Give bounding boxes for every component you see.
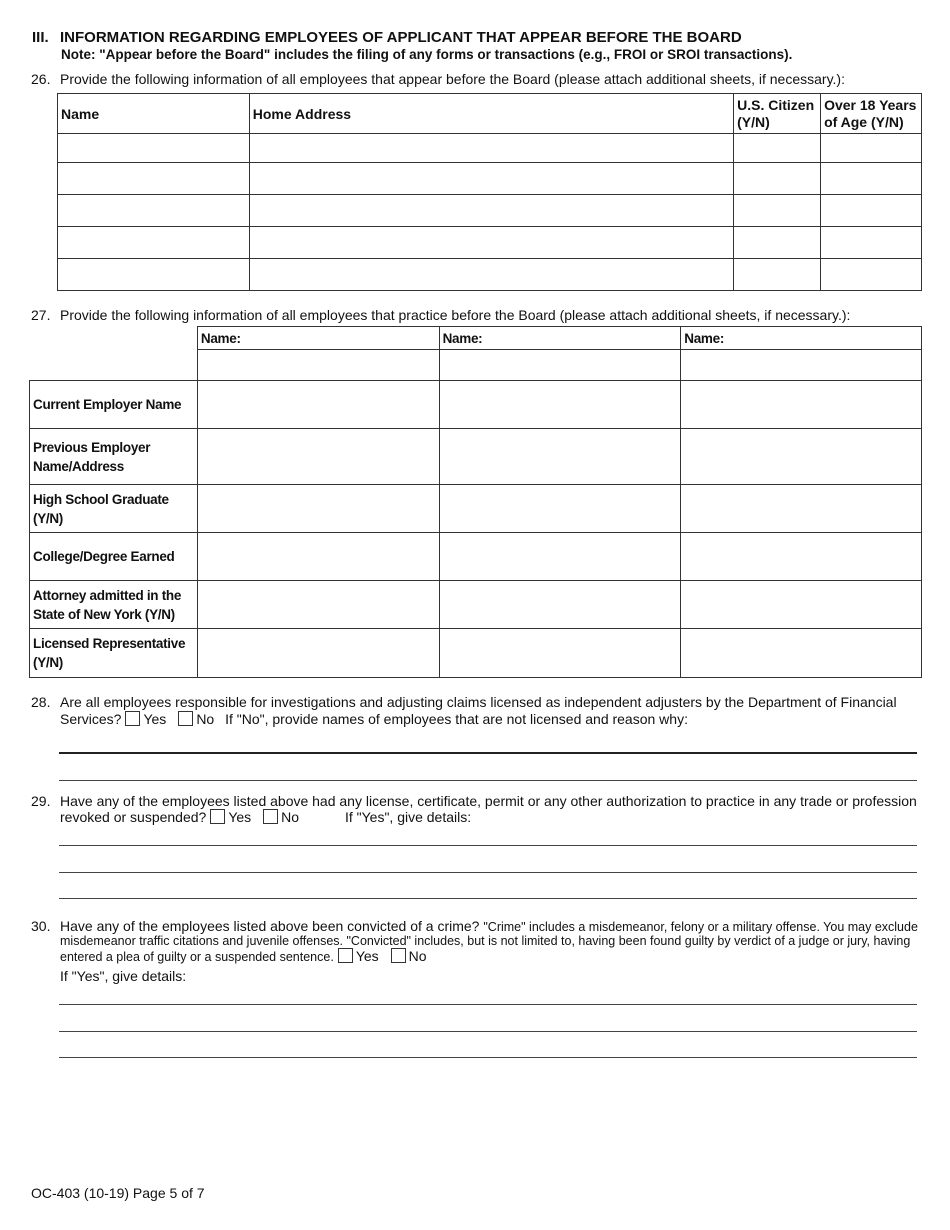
q30-yes-label: Yes [355,948,379,964]
row-label-licensed-rep: Licensed Representative (Y/N) [30,629,198,678]
home-address-field[interactable] [249,134,733,163]
empty-corner [30,350,198,381]
employee-name-field-3[interactable] [681,350,922,381]
employee-name-field-2[interactable] [439,350,681,381]
section-title: INFORMATION REGARDING EMPLOYEES OF APPLICANT THAT APPEAR BEFORE THE BOARD [60,29,742,46]
q30-line1 [60,918,918,934]
q30-details-label: If "Yes", give details: [60,968,187,984]
section-number: III. [32,29,49,46]
high-school-field-2[interactable] [439,485,681,533]
q27-text: Provide the following information of all employees that practice before the Board (please attach additional sheets, if necessary.): [60,307,851,323]
empty-corner [30,327,198,350]
employee-name-field-1[interactable] [197,350,439,381]
q29-answer-line-2[interactable] [59,872,917,873]
q28-yes-label: Yes [143,711,167,727]
q30-definition-line1: "Crime" includes a misdemeanor, felony or a military offense. You may exclude [483,920,918,934]
page-footer: OC-403 (10-19) Page 5 of 7 [31,1185,205,1201]
table-row [58,163,922,195]
licensed-rep-field-2[interactable] [439,629,681,678]
q30-number: 30. [31,918,51,934]
q29-answer-line-3[interactable] [59,898,917,899]
us-citizen-field[interactable] [734,227,821,259]
table-row [30,581,922,629]
previous-employer-field-3[interactable] [681,429,922,485]
high-school-field-3[interactable] [681,485,922,533]
attorney-field-3[interactable] [681,581,922,629]
college-field-3[interactable] [681,533,922,581]
q29-no-label: No [281,809,300,825]
college-field-1[interactable] [197,533,439,581]
row-label-high-school: High School Graduate (Y/N) [30,485,198,533]
licensed-rep-field-3[interactable] [681,629,922,678]
q30-line3 [60,948,427,964]
q29-text-start: revoked or suspended? [60,809,207,825]
q28-answer-line-2[interactable] [59,780,917,781]
q30-answer-line-2[interactable] [59,1031,917,1032]
q28-text-start: Services? [60,711,122,727]
over-18-field[interactable] [821,195,922,227]
over-18-field[interactable] [821,163,922,195]
q30-answer-line-3[interactable] [59,1057,917,1058]
home-address-field[interactable] [249,259,733,291]
over-18-field[interactable] [821,259,922,291]
college-field-2[interactable] [439,533,681,581]
q29-number: 29. [31,793,51,809]
q28-answer-line-1[interactable] [59,752,917,754]
previous-employer-field-2[interactable] [439,429,681,485]
q30-yes-checkbox[interactable] [338,948,353,963]
home-address-field[interactable] [249,195,733,227]
high-school-field-1[interactable] [197,485,439,533]
home-address-field[interactable] [249,163,733,195]
home-address-field[interactable] [249,227,733,259]
table-row [30,485,922,533]
q30-definition-line2: misdemeanor traffic citations and juvenile offenses. "Convicted" includes, but is not limited to, having been found guilty by verdict of a judge or jury, having [60,934,911,948]
us-citizen-field[interactable] [734,195,821,227]
q28-text-line1: Are all employees responsible for investigations and adjusting claims licensed as independent adjusters by the Department of Financial [60,694,897,710]
q30-no-checkbox[interactable] [391,948,406,963]
q29-yes-checkbox[interactable] [210,809,225,824]
name-field[interactable] [58,195,250,227]
table-row [30,429,922,485]
employees-appear-table [57,93,922,291]
name-field[interactable] [58,227,250,259]
q29-no-checkbox[interactable] [263,809,278,824]
q28-text-after: If "No", provide names of employees that are not licensed and reason why: [225,711,688,727]
q29-answer-line-1[interactable] [59,845,917,846]
table-row [30,381,922,429]
q30-no-label: No [408,948,427,964]
current-employer-field-1[interactable] [197,381,439,429]
q30-answer-line-1[interactable] [59,1004,917,1005]
current-employer-field-2[interactable] [439,381,681,429]
q28-number: 28. [31,694,51,710]
table-row [30,629,922,678]
us-citizen-field[interactable] [734,259,821,291]
col-home-address-header: Home Address [249,94,733,134]
row-label-attorney: Attorney admitted in the State of New York (Y/N) [30,581,198,629]
row-label-college: College/Degree Earned [30,533,198,581]
employees-practice-table [29,326,922,678]
over-18-field[interactable] [821,134,922,163]
q28-yes-checkbox[interactable] [125,711,140,726]
col-us-citizen-header: U.S. Citizen (Y/N) [734,94,821,134]
row-label-previous-employer: Previous Employer Name/Address [30,429,198,485]
q29-text-line1: Have any of the employees listed above had any license, certificate, permit or any other authorization to practice in any trade or profession [60,793,917,809]
q26-number: 26. [31,71,51,87]
table-row [30,533,922,581]
employee-name-header-1: Name: [197,327,439,350]
previous-employer-field-1[interactable] [197,429,439,485]
q27-number: 27. [31,307,51,323]
q30-definition-line3: entered a plea of guilty or a suspended sentence. [60,950,334,964]
name-field[interactable] [58,163,250,195]
section-note: Note: "Appear before the Board" includes the filing of any forms or transactions (e.g., FROI or SROI transactions). [61,47,793,62]
q28-no-label: No [196,711,215,727]
name-field[interactable] [58,259,250,291]
q28-line2 [60,711,688,727]
licensed-rep-field-1[interactable] [197,629,439,678]
employee-name-header-3: Name: [681,327,922,350]
q30-question: Have any of the employees listed above been convicted of a crime? [60,918,480,934]
col-over-18-header: Over 18 Years of Age (Y/N) [821,94,922,134]
attorney-field-2[interactable] [439,581,681,629]
us-citizen-field[interactable] [734,163,821,195]
employee-name-header-2: Name: [439,327,681,350]
table-row [58,195,922,227]
table-row [58,259,922,291]
current-employer-field-3[interactable] [681,381,922,429]
over-18-field[interactable] [821,227,922,259]
attorney-field-1[interactable] [197,581,439,629]
q26-text: Provide the following information of all employees that appear before the Board (please attach additional sheets, if necessary.): [60,71,845,87]
col-name-header: Name [58,94,250,134]
q29-text-after: If "Yes", give details: [344,809,472,825]
q28-no-checkbox[interactable] [178,711,193,726]
name-field[interactable] [58,134,250,163]
row-label-current-employer: Current Employer Name [30,381,198,429]
q29-line2 [60,809,471,825]
table-row [58,134,922,163]
us-citizen-field[interactable] [734,134,821,163]
table-row [58,227,922,259]
q29-yes-label: Yes [228,809,252,825]
